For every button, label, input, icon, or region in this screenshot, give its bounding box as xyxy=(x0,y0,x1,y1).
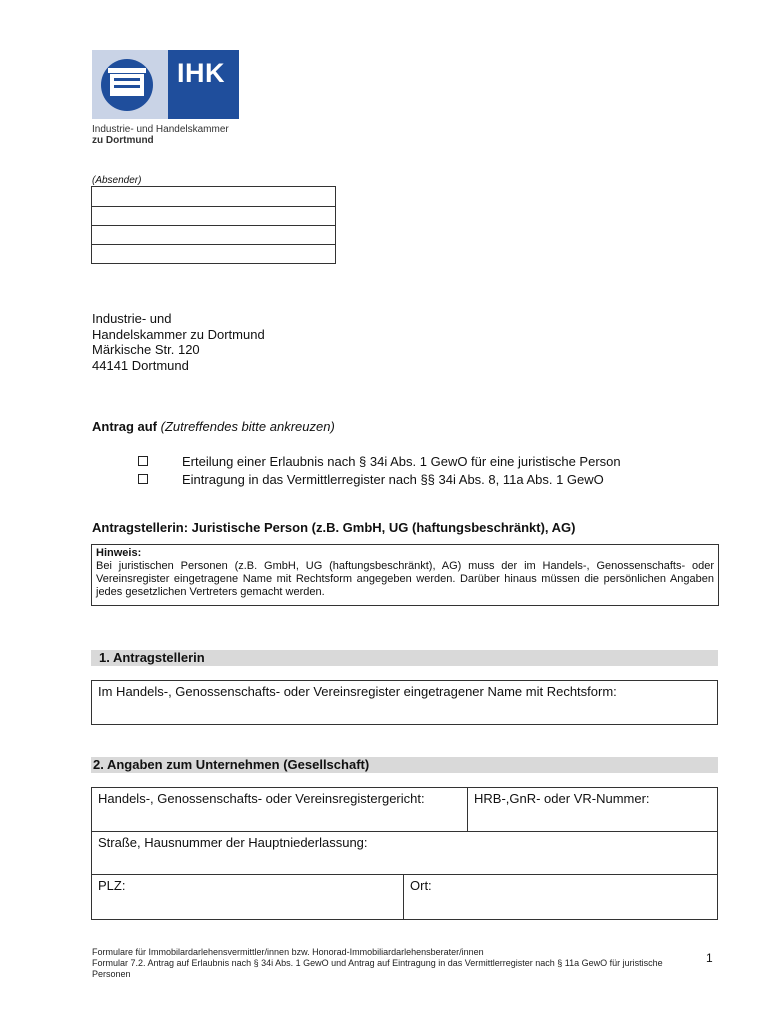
applicant-title: Antragstellerin: Juristische Person (z.B. GmbH, UG (haftungsbeschränkt), AG) xyxy=(92,520,576,535)
footer xyxy=(92,947,702,980)
option-register xyxy=(138,472,604,487)
address-line: Handelskammer zu Dortmund xyxy=(92,326,265,342)
zip-field[interactable] xyxy=(91,874,404,920)
register-court-label: Handels-, Genossenschafts- oder Vereinsregistergericht: xyxy=(98,791,425,806)
sender-label: (Absender) xyxy=(92,175,142,186)
hint-text: Bei juristischen Personen (z.B. GmbH, UG (haftungsbeschränkt), AG) muss der im Handels-, Genossenschafts- oder Vereinsregister eingetragene Name mit Rechtsform angegeben werden. Darüber hinaus müssen die persönlichen Angaben jedes gesetzlichen Vertreters gemacht werden. xyxy=(96,560,714,598)
sender-line xyxy=(92,244,335,245)
address-line: 44141 Dortmund xyxy=(92,357,189,373)
address-line: Märkische Str. 120 xyxy=(92,342,200,357)
checkbox[interactable] xyxy=(138,456,148,466)
city-field[interactable] xyxy=(403,874,718,920)
recipient-address xyxy=(92,311,265,373)
logo-brand-text: IHK xyxy=(177,58,225,88)
address-line: Industrie- und xyxy=(92,311,172,326)
page-number: 1 xyxy=(706,951,713,965)
application-note: (Zutreffendes bitte ankreuzen) xyxy=(160,419,335,434)
sender-line xyxy=(92,206,335,207)
sender-line xyxy=(92,225,335,226)
logo-subtitle-line1: Industrie- und Handelskammer xyxy=(92,124,229,135)
logo-subtitle-line2: zu Dortmund xyxy=(92,135,154,146)
option-label: Eintragung in das Vermittlerregister nach §§ 34i Abs. 8, 11a Abs. 1 GewO xyxy=(182,472,604,487)
hint-box xyxy=(91,544,719,606)
street-field[interactable] xyxy=(91,831,718,875)
registered-name-label: Im Handels-, Genossenschafts- oder Vereinsregister eingetragener Name mit Rechtsform: xyxy=(98,684,617,699)
register-court-field[interactable] xyxy=(91,787,468,832)
option-permit xyxy=(138,454,621,469)
footer-line1: Formulare für Immobilardarlehensvermittler/innen bzw. Honorad-Immobiliardarlehensberater/innen xyxy=(92,947,484,957)
section2-title: 2. Angaben zum Unternehmen (Gesellschaft) xyxy=(91,757,718,773)
building-body xyxy=(110,74,144,96)
building-roof xyxy=(108,68,146,73)
footer-line2: Formular 7.2. Antrag auf Erlaubnis nach § 34i Abs. 1 GewO und Antrag auf Eintragung in das Vermittlerregister nach § 11a GewO für juristische Personen xyxy=(92,958,663,979)
ihk-logo xyxy=(92,50,239,119)
registered-name-field[interactable] xyxy=(91,680,718,725)
street-label: Straße, Hausnummer der Hauptniederlassung: xyxy=(98,835,368,850)
zip-label: PLZ: xyxy=(98,878,126,893)
checkbox[interactable] xyxy=(138,474,148,484)
sender-field[interactable] xyxy=(91,186,336,264)
register-number-label: HRB-,GnR- oder VR-Nummer: xyxy=(474,791,650,806)
section1-title: 1. Antragstellerin xyxy=(91,650,718,666)
option-label: Erteilung einer Erlaubnis nach § 34i Abs. 1 GewO für eine juristische Person xyxy=(182,454,621,469)
application-heading xyxy=(92,419,335,434)
register-number-field[interactable] xyxy=(467,787,718,832)
logo-emblem xyxy=(92,50,168,119)
hint-title: Hinweis: xyxy=(96,547,142,559)
city-label: Ort: xyxy=(410,878,432,893)
application-title: Antrag auf xyxy=(92,419,157,434)
